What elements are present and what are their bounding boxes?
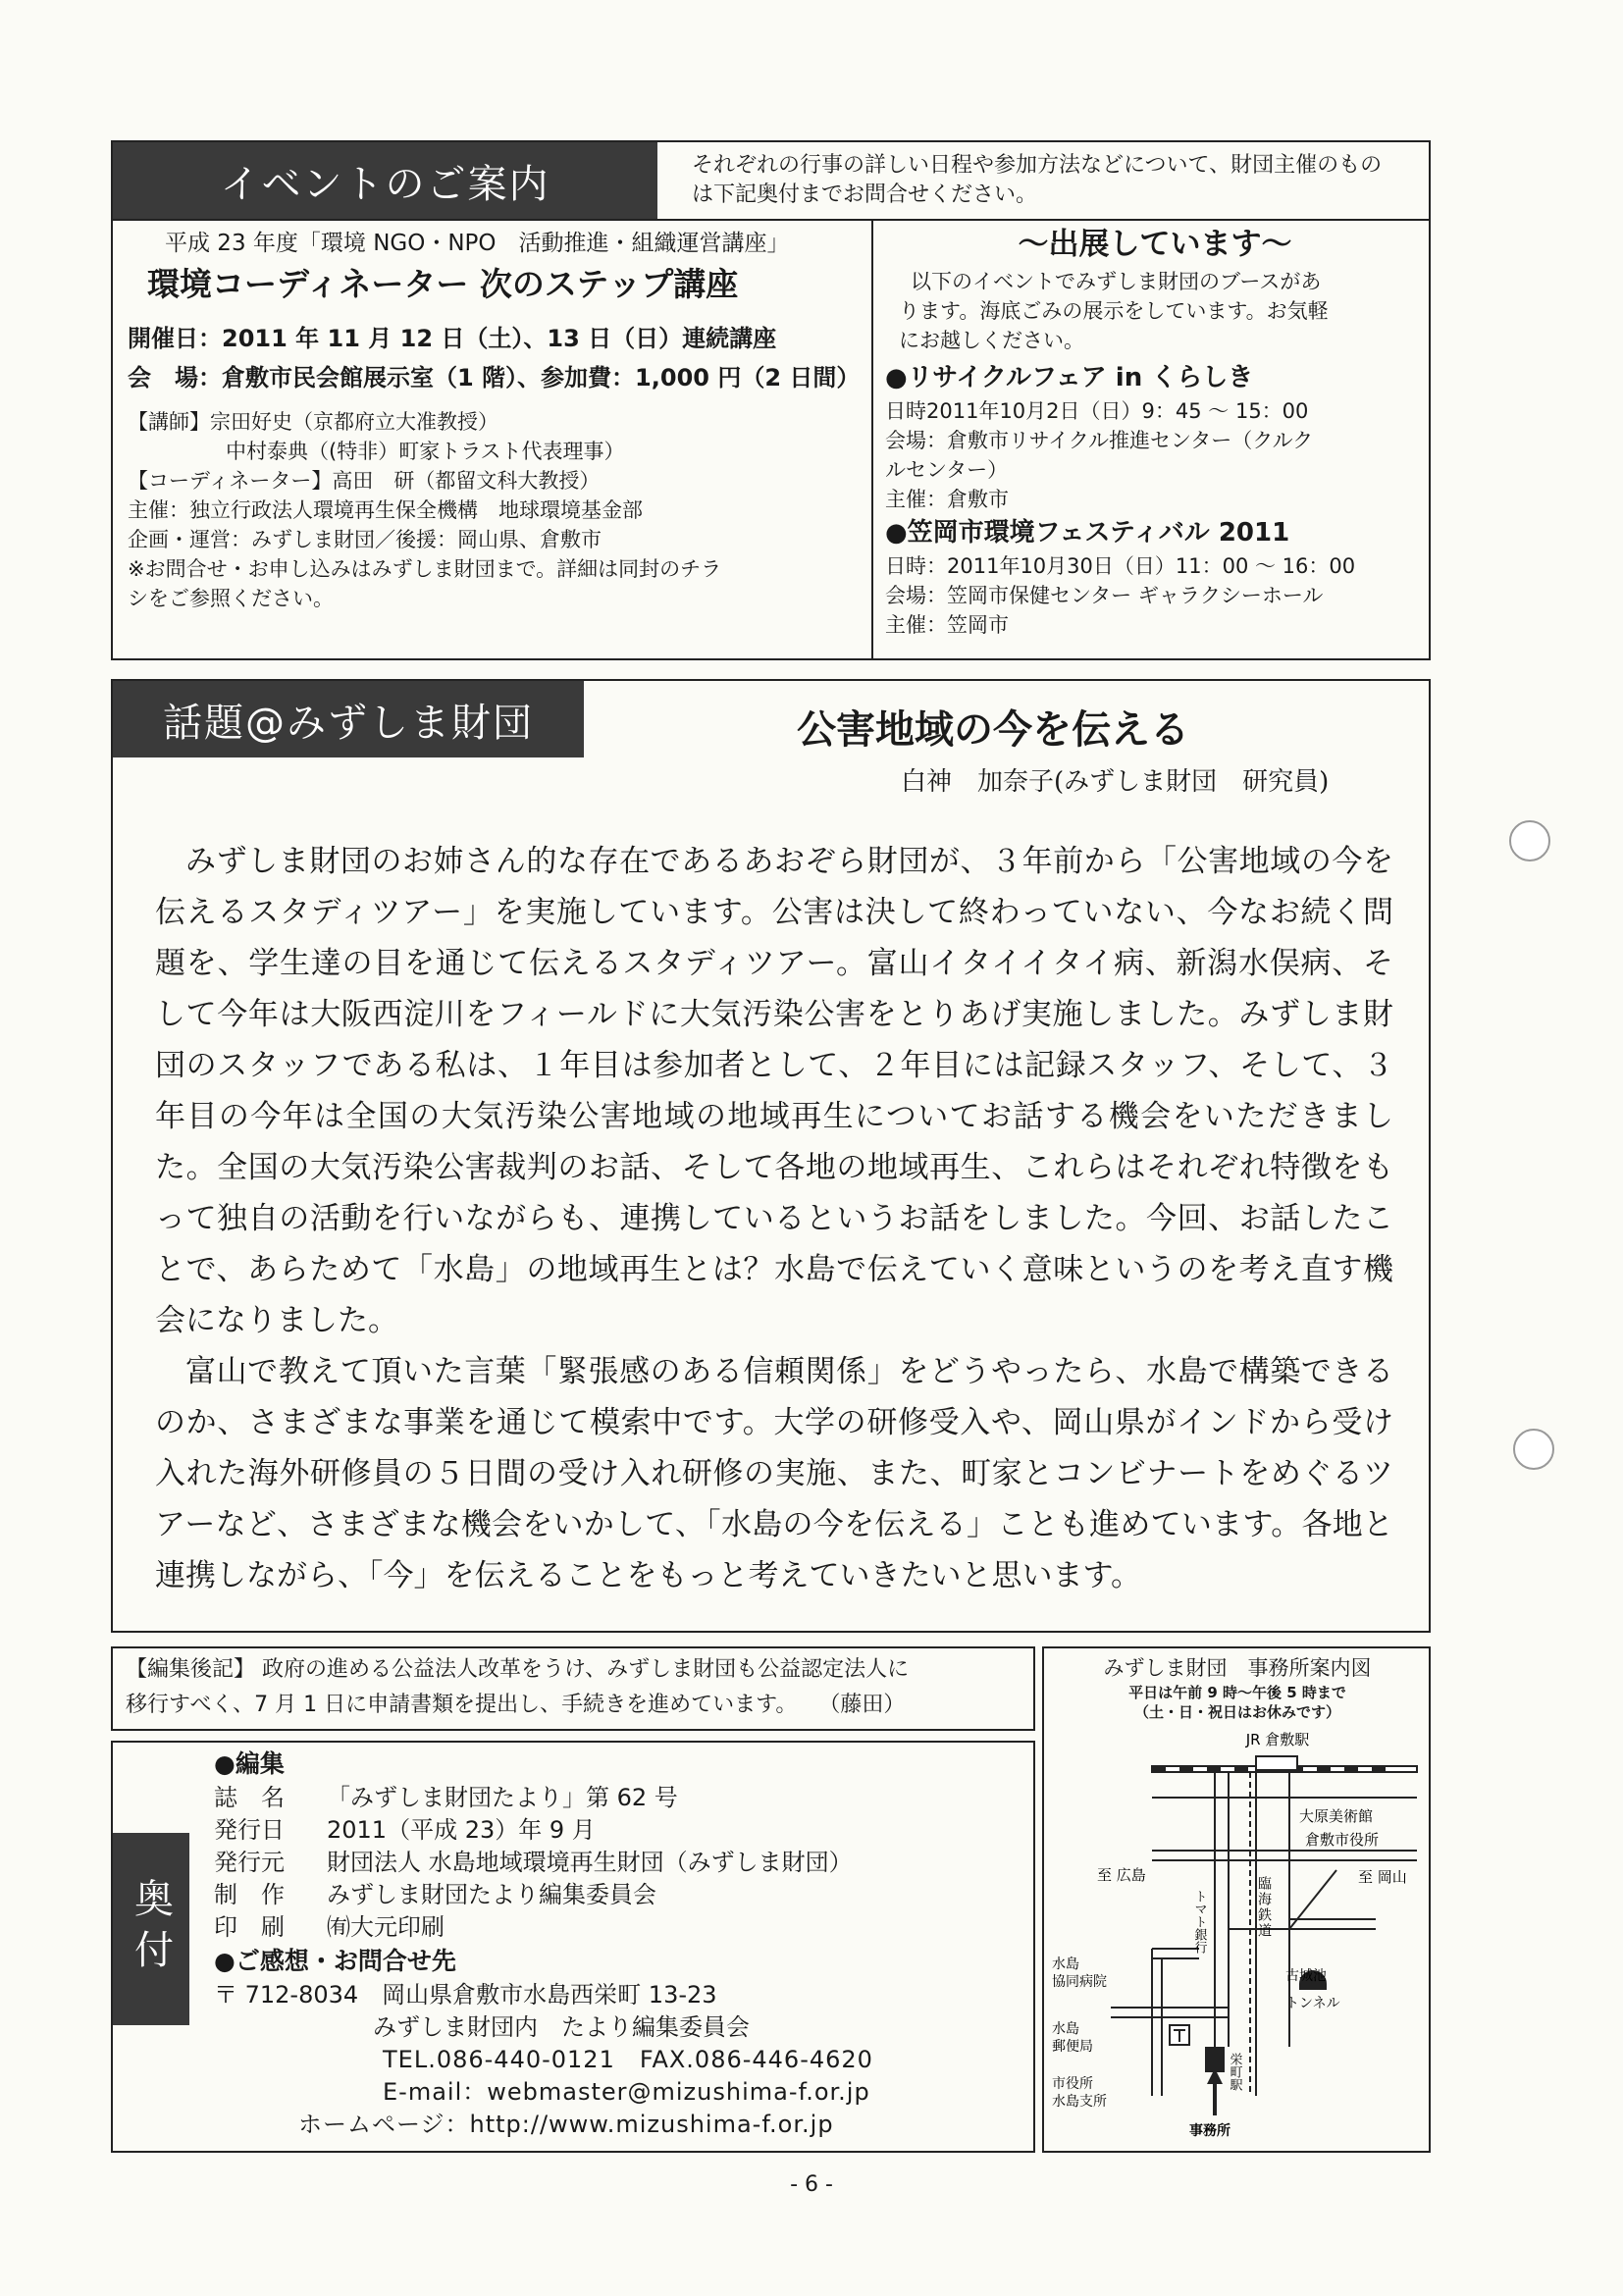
arrow-icon <box>1207 2068 1223 2115</box>
colophon-edit-heading: ●編集 <box>214 1749 285 1778</box>
colophon-email: E-mail：webmaster@mizushima-f.or.jp <box>383 2078 870 2106</box>
map-label-tunnel: 古城池 <box>1285 1968 1327 1984</box>
map-label-tomato: トマト銀行 <box>1191 1890 1207 1954</box>
course-venue: 会 場：倉敷市民会館展示室（1 階）、参加費：1,000 円（2 日間） <box>128 364 861 391</box>
article-title: 公害地域の今を伝える <box>797 707 1189 753</box>
course-contact: シをご参照ください。 <box>128 587 334 610</box>
map-label-office: 事務所 <box>1189 2123 1230 2139</box>
article-author: 白神 加奈子(みずしま財団 研究員) <box>901 767 1330 797</box>
colophon-web: ホームページ：http://www.mizushima-f.or.jp <box>298 2111 834 2138</box>
jr-station-box <box>1256 1756 1297 1770</box>
office-map <box>1042 1723 1431 2153</box>
map-title: みずしま財団 事務所案内図 <box>1103 1656 1372 1680</box>
exhibit-item-detail: 会場：笠岡市保健センター ギャラクシーホール <box>885 584 1324 607</box>
colophon-row: 制 作 みずしま財団たより編集委員会 <box>214 1881 656 1908</box>
article-paragraph: 富山で教えて頂いた言葉「緊張感のある信頼関係」をどうやったら、水島で構築できるのか、さまざまな事業を通じて模索中です。大学の研修受入や、岡山県がインドから受け入れた海外研修員の５日間の受け入れ研修の実施、また、町家とコンビナートをめぐるツアーなど、さまざまな機会をいかして、「水島の今を伝える」ことも進めています。各地と連携しながら、「今」を伝えることをもっと考えていきたいと思います。 <box>155 1354 1393 1593</box>
map-label-station: JR 倉敷駅 <box>1245 1731 1310 1748</box>
map-hours: 平日は午前 9 時～午後 5 時まで <box>1128 1684 1346 1701</box>
exhibit-item-detail: 主催：倉敷市 <box>885 488 1009 511</box>
map-label-post-office: 水島 <box>1052 2021 1079 2037</box>
binder-hole <box>1509 820 1550 861</box>
map-label-branch: 市役所 <box>1052 2076 1093 2092</box>
map-hours: （土・日・祝日はお休みです） <box>1133 1703 1340 1721</box>
article-body <box>155 836 1393 1601</box>
exhibit-title: ～出展しています～ <box>1018 227 1292 262</box>
map-label-post-office: 郵便局 <box>1052 2039 1093 2055</box>
exhibit-item-detail: 日時2011年10月2日（日）9：45 ～ 15：00 <box>885 399 1309 423</box>
page-number: - 6 - <box>790 2172 833 2197</box>
events-row-divider <box>113 219 1429 221</box>
events-note: それぞれの行事の詳しい日程や参加方法などについて、財団主催のもの は下記奥付までお問合せください。 <box>692 153 1383 207</box>
course-lecturer: 中村泰典（(特非）町家トラスト代表理事） <box>226 440 625 463</box>
colophon-address: 〒 712-8034 岡山県倉敷市水島西栄町 13-23 <box>214 1981 717 2009</box>
colophon-content <box>214 1747 1028 2141</box>
colophon-label: 奥付 <box>113 1833 189 2025</box>
map-label-to-okayama: 至 岡山 <box>1358 1868 1407 1886</box>
map-label-to-hiroshima: 至 広島 <box>1097 1866 1146 1884</box>
binder-hole <box>1513 1429 1554 1470</box>
colophon-tel: TEL.086-440-0121 FAX.086-446-4620 <box>383 2046 873 2073</box>
map-label-city-hall: 倉敷市役所 <box>1305 1831 1380 1849</box>
events-column-divider <box>871 219 873 658</box>
course-planning: 企画・運営：みずしま財団／後援：岡山県、倉敷市 <box>128 528 602 551</box>
course-subtitle: 平成 23 年度「環境 NGO・NPO 活動推進・組織運営講座」 <box>165 231 790 256</box>
topic-header: 話題@みずしま財団 <box>113 681 584 757</box>
map-label-sakae-station: 栄町駅 <box>1227 2053 1242 2091</box>
exhibit-item-detail: 主催：笠岡市 <box>885 613 1009 637</box>
exhibit-block <box>885 222 1425 640</box>
exhibit-item-detail: 会場：倉敷市リサイクル推進センター（クルク <box>885 429 1314 452</box>
colophon-row: 誌 名 「みずしま財団たより」第 62 号 <box>214 1784 678 1811</box>
article-paragraph: みずしま財団のお姉さん的な存在であるあおぞら財団が、３年前から「公害地域の今を伝えるスタディツアー」を実施しています。公害は決して終わっていない、今なお続く問題を、学生達の目を通じて伝えるスタディツアー。富山イタイイタイ病、新潟水俣病、そして今年は大阪西淀川をフィールドに大気汚染公害をとりあげ実施しました。みずしま財団のスタッフである私は、１年目は参加者として、２年目には記録スタッフ、そして、３年目の今年は全国の大気汚染公害地域の地域再生についてお話する機会をいただきました。全国の大気汚染公害裁判のお話、そして各地の地域再生、これらはそれぞれ特徴をもって独自の活動を行いながらも、連携しているというお話をしました。今回、お話したことで、あらためて「水島」の地域再生とは？水島で伝えていく意味というのを考え直す機会になりました。 <box>155 844 1393 1338</box>
postscript-text: 【編集後記】 政府の進める公益法人改革をうけ、みずしま財団も公益認定法人に 移行すべく、7 月 1 日に申請書類を提出し、手続きを進めています。 （藤田） <box>126 1657 910 1717</box>
course-host: 主催：独立行政法人環境再生保全機構 地球環境基金部 <box>128 498 643 522</box>
course-date: 開催日：2011 年 11 月 12 日（土）、13 日（日）連続講座 <box>128 325 777 352</box>
exhibit-item-detail: 日時：2011年10月30日（日）11：00 ～ 16：00 <box>885 554 1356 578</box>
map-label-hospital: 協同病院 <box>1052 1974 1107 1990</box>
map-label-railway: 臨海鉄道 <box>1256 1876 1272 1939</box>
colophon-contact-heading: ●ご感想・お問合せ先 <box>214 1947 456 1975</box>
course-title: 環境コーディネーター 次のステップ講座 <box>147 265 739 303</box>
events-header: イベントのご案内 <box>113 142 657 219</box>
colophon-address: みずしま財団内 たより編集委員会 <box>373 2013 750 2041</box>
exhibit-item-detail: ルセンター） <box>885 458 1009 482</box>
course-coordinator: 【コーディネーター】高田 研（都留文科大教授） <box>128 469 601 493</box>
map-label-hospital: 水島 <box>1052 1957 1079 1972</box>
map-label-branch: 水島支所 <box>1052 2094 1107 2110</box>
course-lecturer: 【講師】宗田好史（京都府立大准教授） <box>128 410 498 434</box>
course-block <box>128 228 864 613</box>
exhibit-intro: 以下のイベントでみずしま財団のブースがあ ります。海底ごみの展示をしています。お気軽 にお越しください。 <box>899 270 1329 352</box>
map-label-museum: 大原美術館 <box>1299 1807 1374 1825</box>
map-label-tunnel: トンネル <box>1285 1996 1340 2011</box>
course-contact: ※お問合せ・お申し込みはみずしま財団まで。詳細は同封のチラ <box>128 557 722 581</box>
colophon-row: 発行日 2011（平成 23）年 9 月 <box>214 1816 596 1844</box>
exhibit-item-title: ●リサイクルフェア in くらしき <box>885 363 1254 392</box>
colophon-row: 印 刷 ㈲大元印刷 <box>214 1913 445 1941</box>
colophon-row: 発行元 財団法人 水島地域環境再生財団（みずしま財団） <box>214 1849 853 1876</box>
exhibit-item-title: ●笠岡市環境フェスティバル 2011 <box>885 518 1290 548</box>
